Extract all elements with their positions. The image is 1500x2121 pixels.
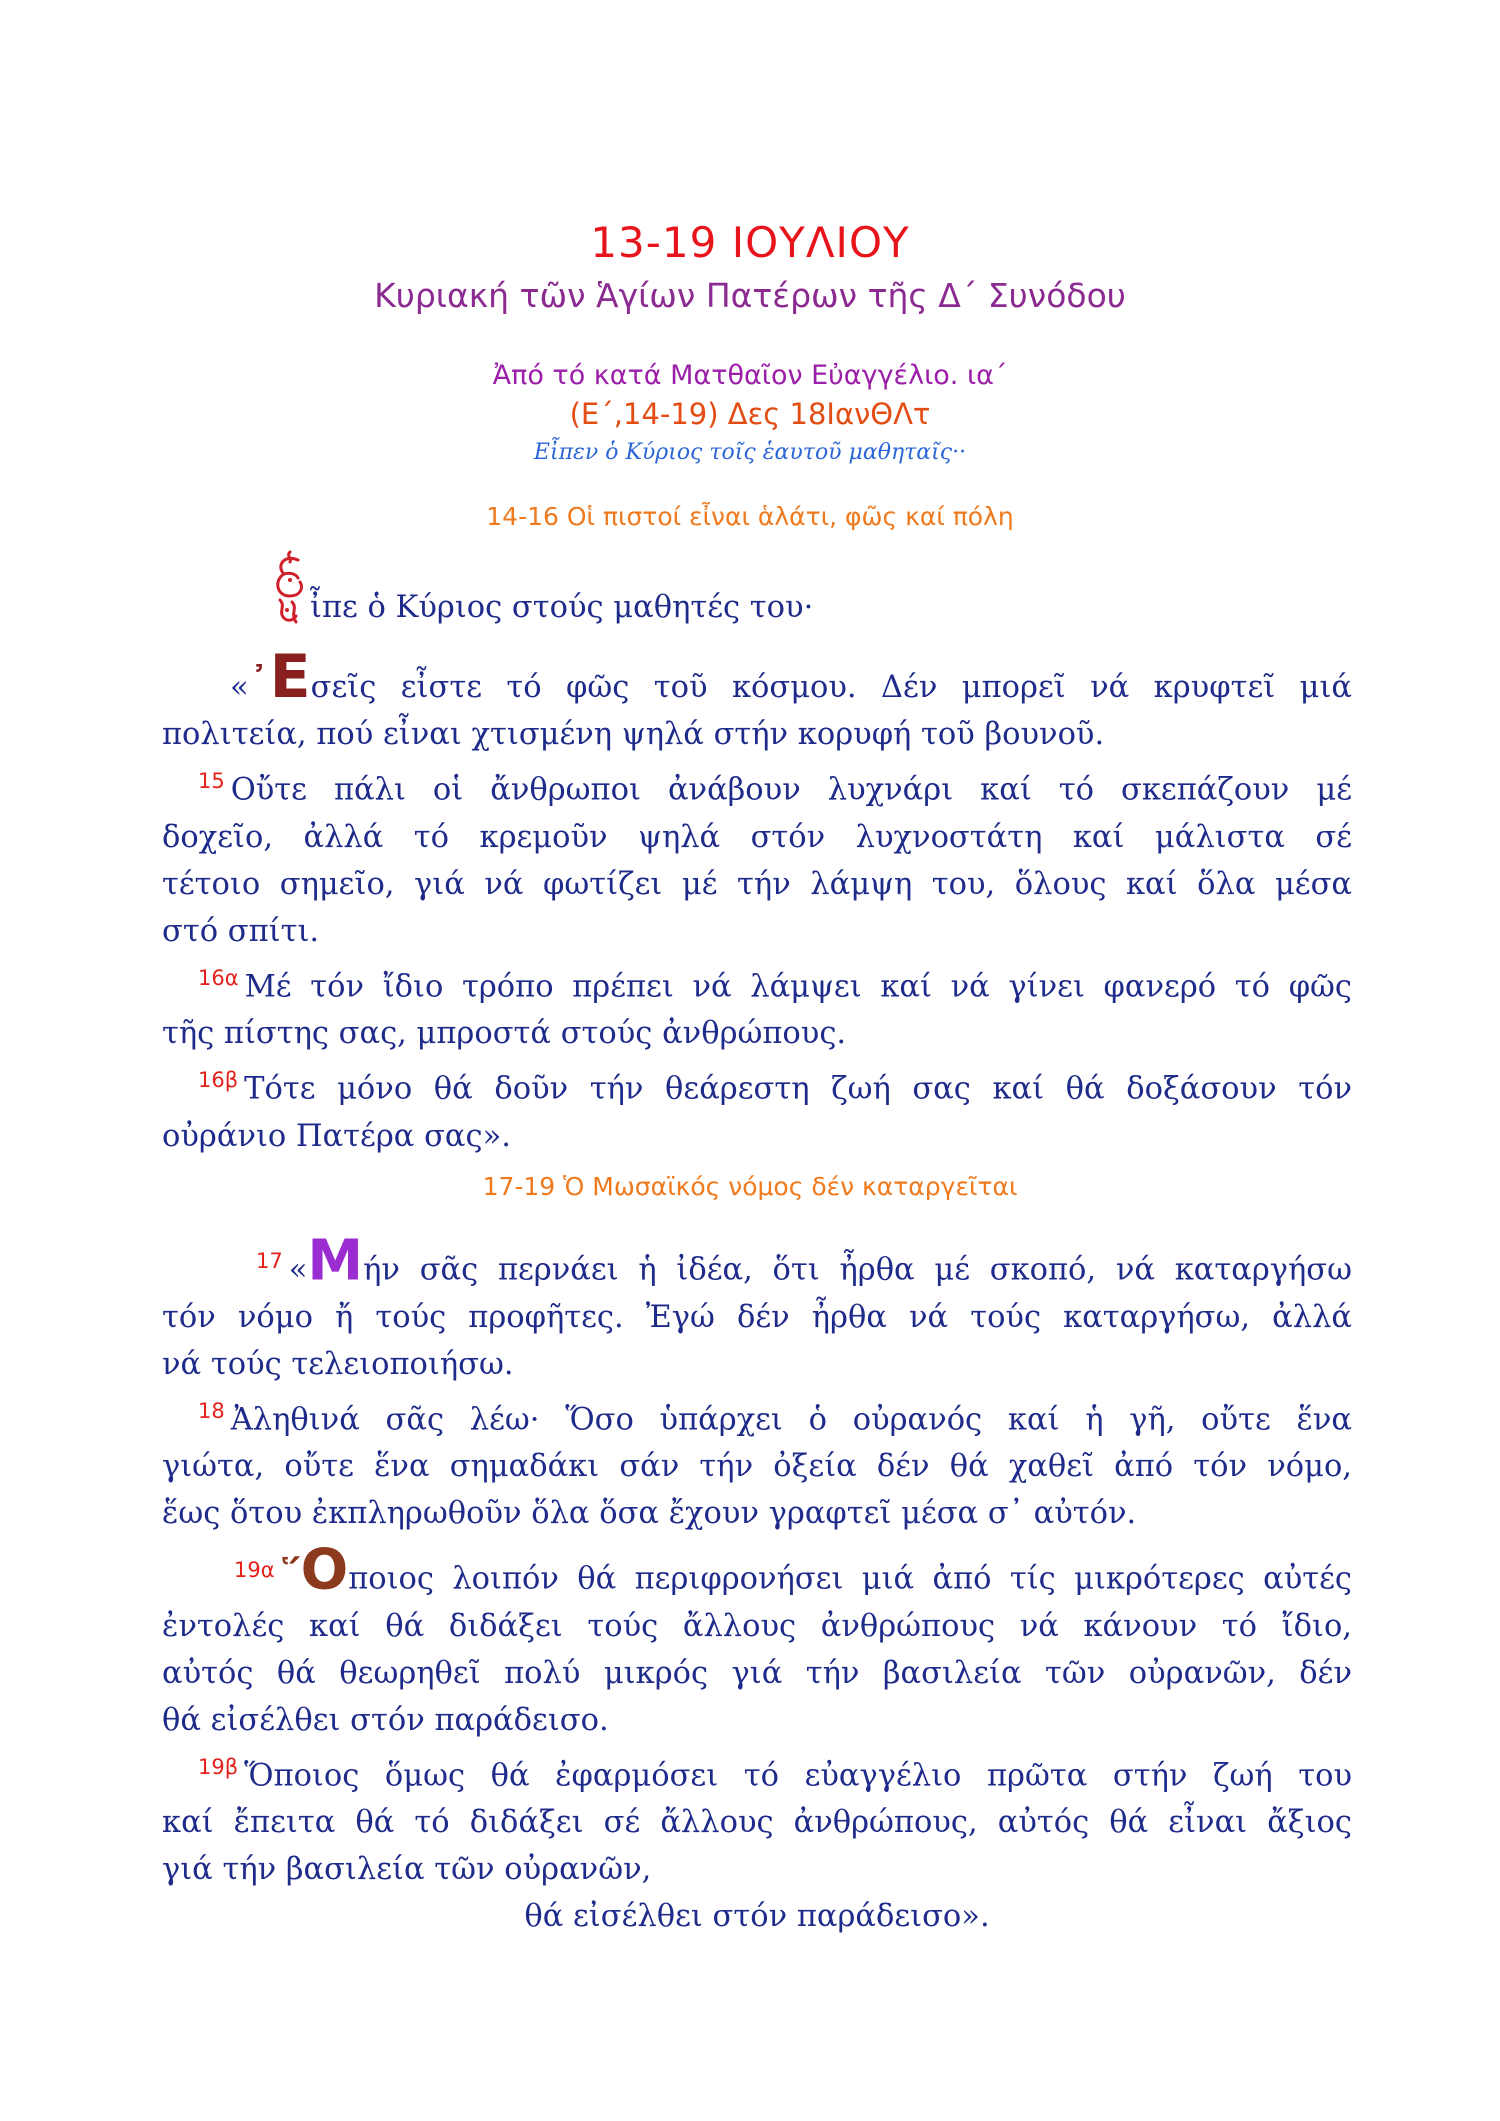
open-quote: « bbox=[288, 1252, 308, 1288]
verse-19a bbox=[162, 1537, 1352, 1603]
verse-text: Τότε μόνο θά δοῦν τήν θεάρεστη ζωή σας καί θά δοξάσουν τόν bbox=[244, 1071, 1352, 1107]
verse-text: Οὔτε πάλι οἱ ἄνθρωποι ἀνάβουν λυχνάρι καί τό σκεπάζουν μέ bbox=[230, 772, 1352, 808]
verse-text: ήν σᾶς περνάει ἡ ἰδέα, ὅτι ἦρθα μέ σκοπό, νά καταργήσω bbox=[363, 1252, 1352, 1288]
verse-19b bbox=[162, 1744, 1352, 1800]
verse-text: τέτοιο σημεῖο, γιά νά φωτίζει μέ τήν λάμψη του, ὅλους καί ὅλα μέσα bbox=[162, 866, 1352, 902]
verse-number: 16α bbox=[198, 965, 239, 990]
section-heading-1: 14-16 Οἱ πιστοί εἶναι ἁλάτι, φῶς καί πόλη bbox=[486, 502, 1014, 531]
apostrophe-mark: ᾿ bbox=[248, 658, 270, 707]
verse-16b bbox=[162, 1057, 1352, 1113]
verse-text: δοχεῖο, ἀλλά τό κρεμοῦν ψηλά στόν λυχνοστάτη καί μάλιστα σέ bbox=[162, 819, 1352, 855]
verse-text: Ὅποιος ὅμως θά ἐφαρμόσει τό εὐαγγέλιο πρῶτα στήν ζωή του bbox=[244, 1758, 1352, 1794]
opening-text: ἶπε ὁ Κύριος στούς μαθητές του· bbox=[310, 590, 814, 625]
open-quote: « bbox=[230, 670, 249, 705]
verse-number: 17 bbox=[256, 1249, 283, 1273]
drop-cap-omicron: Ο bbox=[300, 1537, 349, 1603]
verse-text: γιά τήν βασιλεία τῶν οὐρανῶν, bbox=[162, 1852, 652, 1888]
verse-text: θά εἰσέλθει στόν παράδεισο. bbox=[162, 1702, 609, 1738]
verse-text: οὐράνιο Πατέρα σας». bbox=[162, 1118, 511, 1154]
verse-text: σεῖς εἶστε τό φῶς τοῦ κόσμου. Δέν μπορεῖ νά κρυφτεῖ μιά bbox=[310, 670, 1352, 705]
verse-number: 18 bbox=[198, 1398, 225, 1423]
verse-number: 19α bbox=[234, 1558, 275, 1583]
verse-16a bbox=[162, 955, 1352, 1011]
gospel-source: Ἀπό τό κατά Ματθαῖον Εὐαγγέλιο. ια΄ bbox=[492, 360, 1008, 391]
verse-text: τόν νόμο ἤ τούς προφῆτες. Ἐγώ δέν ἦρθα νά τούς καταργήσω, ἀλλά bbox=[162, 1299, 1352, 1335]
drop-cap-epsilon: Ε bbox=[269, 642, 311, 712]
verse-number: 19β bbox=[198, 1754, 239, 1779]
verse-17 bbox=[162, 1228, 1352, 1294]
verse-text: νά τούς τελειοποιήσω. bbox=[162, 1346, 514, 1382]
section-heading-2: 17-19 Ὁ Μωσαϊκός νόμος δέν καταργεῖται bbox=[482, 1172, 1018, 1201]
opening-line bbox=[310, 584, 1010, 631]
verse-text: καί ἔπειτα θά τό διδάξει σέ ἄλλους ἀνθρώπους, αὐτός θά εἶναι ἄξιος bbox=[162, 1805, 1352, 1841]
verse-text: πολιτεία, πού εἶναι χτισμένη ψηλά στήν κορυφή τοῦ βουνοῦ. bbox=[162, 717, 1105, 752]
verse-text: ἕως ὅτου ἐκπληρωθοῦν ὅλα ὅσα ἔχουν γραφτεῖ μέσα σ᾿ αὐτόν. bbox=[162, 1496, 1137, 1532]
verse-text: ποιος λοιπόν θά περιφρονήσει μιά ἀπό τίς μικρότερες αὐτές bbox=[348, 1561, 1352, 1597]
verse-text: τῆς πίστης σας, μπροστά στούς ἀνθρώπους. bbox=[162, 1016, 847, 1052]
date-title: 13-19 ΙΟΥΛΙΟΥ bbox=[590, 218, 910, 267]
drop-cap-mu: Μ bbox=[307, 1228, 364, 1294]
verse-text: ἐντολές καί θά διδάξει τούς ἄλλους ἀνθρώπους νά κάνουν τό ἴδιο, bbox=[162, 1608, 1352, 1644]
verse-text: θά εἰσέλθει στόν παράδεισο». bbox=[524, 1899, 990, 1935]
verse-number: 16β bbox=[198, 1068, 239, 1093]
ornate-epsilon-icon bbox=[270, 550, 310, 630]
breathing-mark: ῞ bbox=[280, 1552, 301, 1599]
verse-text: αὐτός θά θεωρηθεῖ πολύ μικρός γιά τήν βασιλεία τῶν οὐρανῶν, δέν bbox=[162, 1655, 1352, 1691]
gospel-intro: Εἶπεν ὁ Κύριος τοῖς ἑαυτοῦ μαθηταῖς·· bbox=[533, 440, 967, 465]
verse-text: γιώτα, οὔτε ἕνα σημαδάκι σάν τήν ὀξεία δέν θά χαθεῖ ἀπό τόν νόμο, bbox=[162, 1449, 1352, 1485]
verse-15 bbox=[162, 758, 1352, 814]
verse-number: 15 bbox=[198, 769, 225, 793]
feast-title: Κυριακή τῶν Ἁγίων Πατέρων τῆς Δ΄ Συνόδου bbox=[374, 276, 1126, 315]
gospel-reference: (Ε΄,14-19) Δες 18ΙανΘΛτ bbox=[569, 397, 931, 431]
verse-14 bbox=[162, 642, 1352, 712]
section-2-body bbox=[162, 1228, 1352, 1940]
verse-text: στό σπίτι. bbox=[162, 913, 320, 949]
verse-text: Μέ τόν ἴδιο τρόπο πρέπει νά λάμψει καί νά γίνει φανερό τό φῶς bbox=[244, 969, 1352, 1005]
section-1-body bbox=[162, 642, 1352, 1160]
verse-text: Ἀληθινά σᾶς λέω· Ὅσο ὑπάρχει ὁ οὐρανός καί ἡ γῆ, οὔτε ἕνα bbox=[230, 1402, 1352, 1438]
verse-18 bbox=[162, 1388, 1352, 1444]
